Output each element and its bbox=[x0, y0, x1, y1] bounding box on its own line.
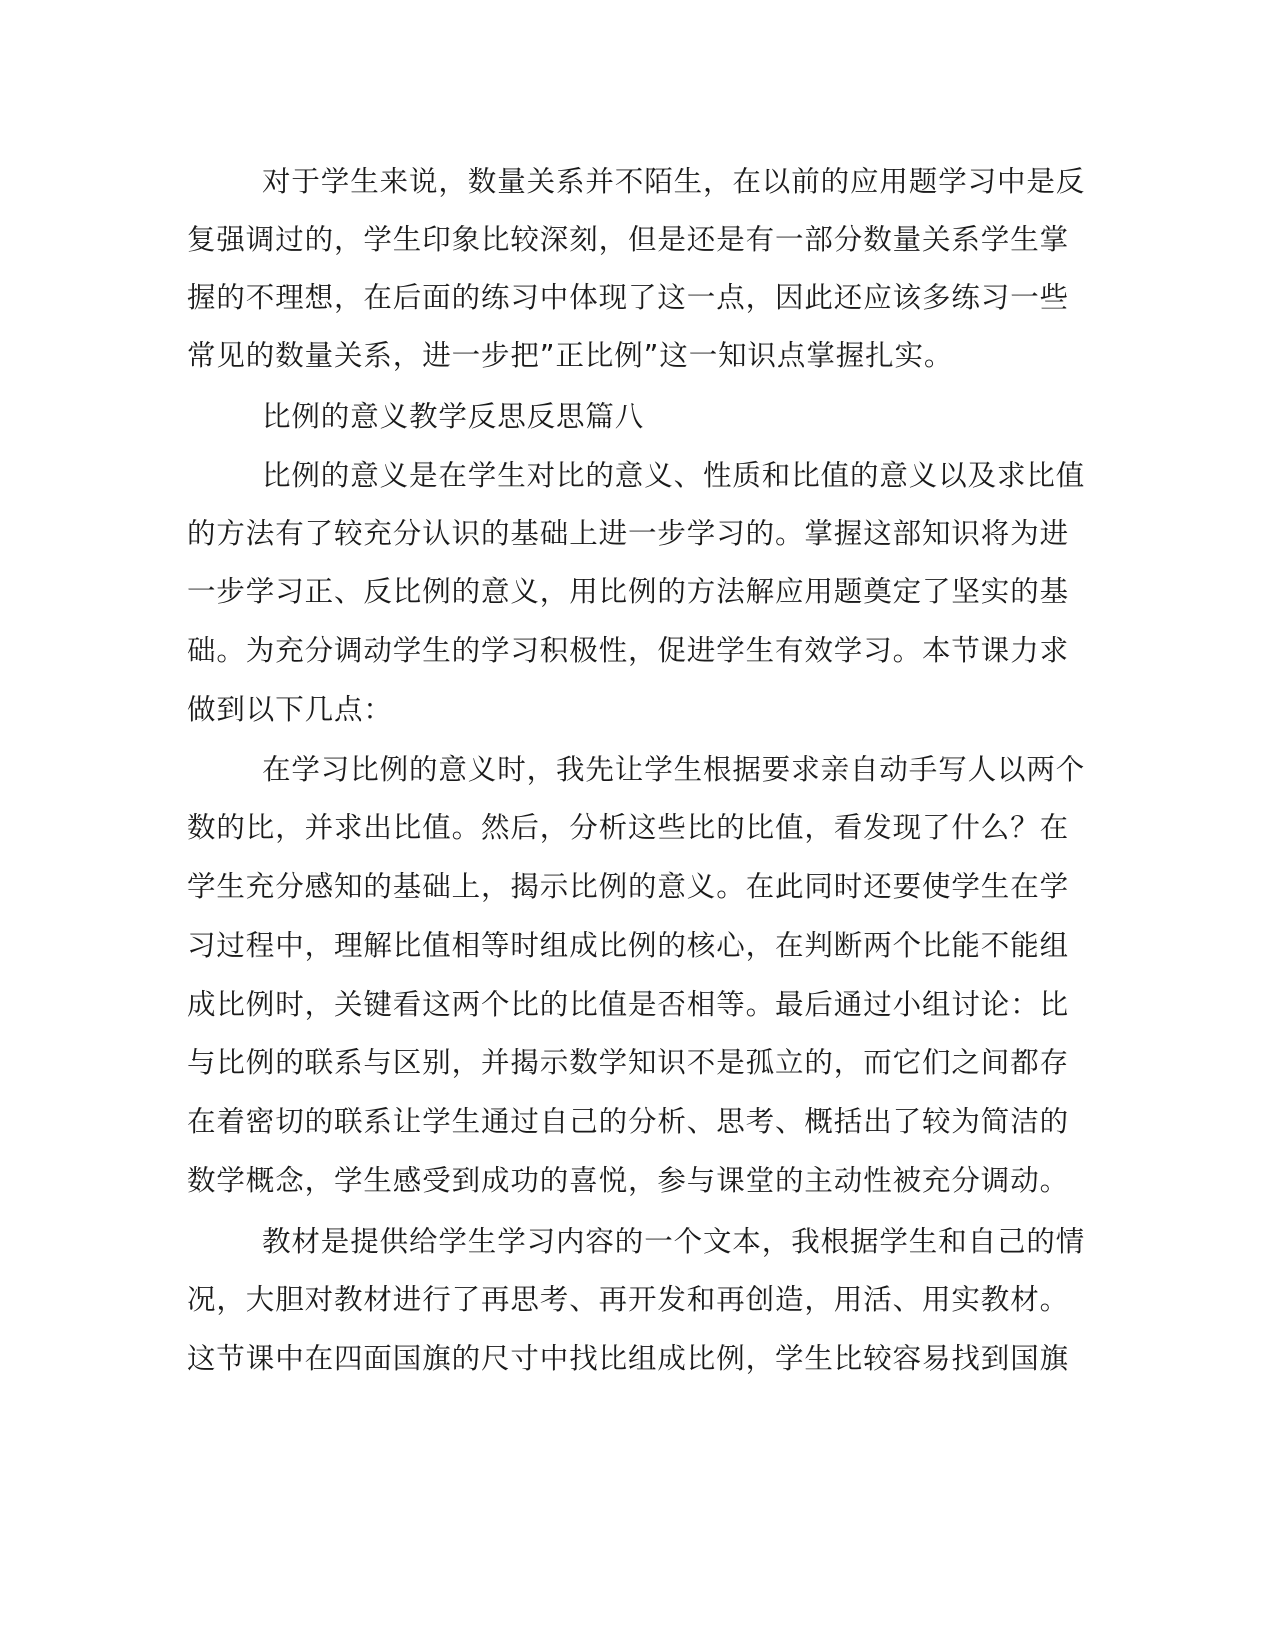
section-heading: 比例的意义教学反思反思篇八 bbox=[262, 400, 645, 433]
text-line: 握的不理想，在后面的练习中体现了这一点，因此还应该多练习一些 bbox=[187, 281, 1070, 314]
text-line: 的方法有了较充分认识的基础上进一步学习的。掌握这部知识将为进 bbox=[187, 517, 1070, 550]
text-line: 对于学生来说，数量关系并不陌生，在以前的应用题学习中是反 bbox=[262, 165, 1086, 198]
text-line: 成比例时，关键看这两个比的比值是否相等。最后通过小组讨论：比 bbox=[187, 988, 1070, 1021]
text-line: 数学概念，学生感受到成功的喜悦，参与课堂的主动性被充分调动。 bbox=[187, 1164, 1070, 1197]
text-line: 数的比，并求出比值。然后，分析这些比的比值，看发现了什么？在 bbox=[187, 811, 1070, 844]
text-line: 这节课中在四面国旗的尺寸中找比组成比例，学生比较容易找到国旗 bbox=[187, 1342, 1070, 1375]
text-line: 一步学习正、反比例的意义，用比例的方法解应用题奠定了坚实的基 bbox=[187, 575, 1070, 608]
text-line: 在学习比例的意义时，我先让学生根据要求亲自动手写人以两个 bbox=[262, 753, 1086, 786]
text-line: 比例的意义是在学生对比的意义、性质和比值的意义以及求比值 bbox=[262, 459, 1086, 492]
text-line: 在着密切的联系让学生通过自己的分析、思考、概括出了较为简洁的 bbox=[187, 1105, 1070, 1138]
text-line: 习过程中，理解比值相等时组成比例的核心，在判断两个比能不能组 bbox=[187, 929, 1070, 962]
text-line: 况，大胆对教材进行了再思考、再开发和再创造，用活、用实教材。 bbox=[187, 1283, 1070, 1316]
text-line: 做到以下几点： bbox=[187, 693, 393, 726]
text-line: 学生充分感知的基础上，揭示比例的意义。在此同时还要使学生在学 bbox=[187, 870, 1070, 903]
text-line: 复强调过的，学生印象比较深刻，但是还是有一部分数量关系学生掌 bbox=[187, 223, 1070, 256]
text-line: 常见的数量关系，进一步把”正比例”这一知识点掌握扎实。 bbox=[187, 339, 954, 372]
text-line: 与比例的联系与区别，并揭示数学知识不是孤立的，而它们之间都存 bbox=[187, 1046, 1070, 1079]
text-line: 教材是提供给学生学习内容的一个文本，我根据学生和自己的情 bbox=[262, 1225, 1086, 1258]
text-line: 础。为充分调动学生的学习积极性，促进学生有效学习。本节课力求 bbox=[187, 634, 1070, 667]
